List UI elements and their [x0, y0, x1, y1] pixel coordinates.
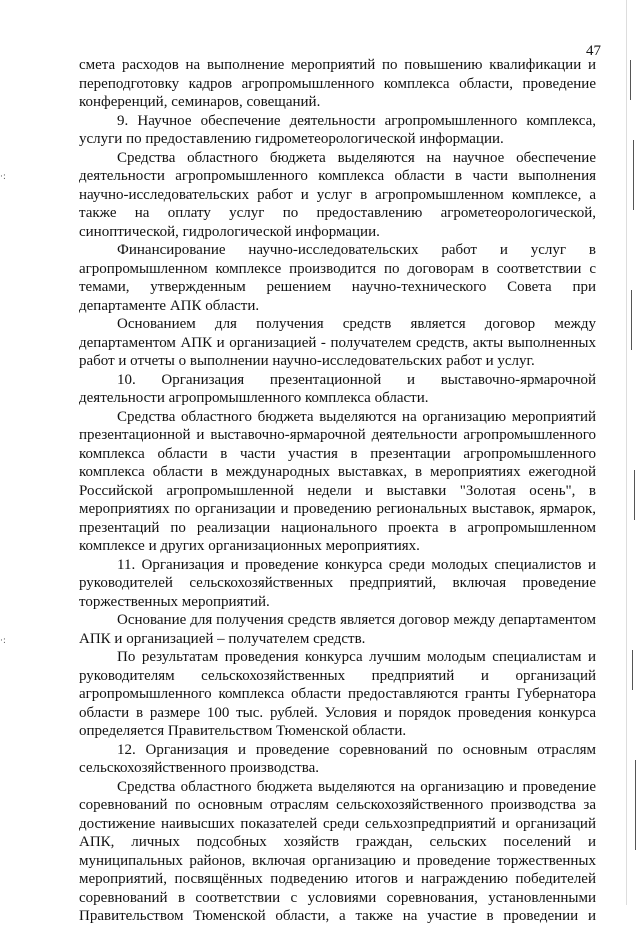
- section-heading-9: 9. Научное обеспечение деятельности агропромышленного комплекса, услуги по предоставлению гидрометеорологической информации.: [79, 112, 596, 147]
- paragraph-continues: Средства областного бюджета выделяются на организацию и проведение соревнований по основным отраслям сельскохозяйственного производства за достижение наивысших показателей среди сельхозпредприятий и организаций АПК, личных подсобных хозяйств граждан, сельских поселений и муниципальных районов, включая организацию и проведение торжественных мероприятий, посвящённых подведению итогов и награждению победителей соревнований в соответствии с условиями соревнования, установленными Правительством Тюменской области, а также на участие в проведении и: [79, 778, 596, 924]
- paragraph: Финансирование научно-исследовательских работ и услуг в агропромышленном комплексе производится по договорам в соответствии с темами, утвержденным решением научно-технического Совета при департаменте АПК области.: [79, 242, 596, 314]
- paragraph-continuation: смета расходов на выполнение мероприятий по повышению квалификации и переподготовку кадров агропромышленного комплекса области, проведение конференций, семинаров, совещаний.: [79, 57, 596, 110]
- section-heading-10: 10. Организация презентационной и выставочно-ярмарочной деятельности агропромышленного комплекса области.: [79, 371, 596, 406]
- scan-mark-left: ·:: [0, 172, 6, 182]
- paragraph: Основание для получения средств является договор между департаментом АПК и организацией – получателем средств.: [79, 612, 596, 647]
- paragraph: Основанием для получения средств является договор между департаментом АПК и организацией - получателем средств, акты выполненных работ и отчеты о выполнении научно-исследовательских работ и услуг.: [79, 316, 596, 369]
- section-heading-11: 11. Организация и проведение конкурса среди молодых специалистов и руководителей сельскохозяйственных предприятий, включая проведение торжественных мероприятий.: [79, 556, 596, 610]
- paragraph: По результатам проведения конкурса лучшим молодым специалистам и руководителям сельскохозяйственных предприятий и организаций агропромышленного комплекса области предоставляются гранты Губернатора области в размере 100 тыс. рублей. Условия и порядок проведения конкурса определяется Правительством Тюменской области.: [79, 649, 596, 739]
- page-number: 47: [586, 43, 601, 59]
- document-body: [79, 56, 596, 926]
- paragraph: Средства областного бюджета выделяются на организацию мероприятий презентационной и выставочно-ярмарочной деятельности агропромышленного комплекса области в части участия в презентации агропромышленного комплекса области в международных выставках, в мероприятиях ежегодной Российской агропромышленной недели и выставки "Золотая осень", в мероприятиях по организации и проведению региональных выставок, ярмарок, презентаций по реализации национального проекта в агропромышленном комплексе и других организационных мероприятиях.: [79, 408, 596, 554]
- scan-mark-left: ·:: [0, 636, 6, 646]
- paragraph: Средства областного бюджета выделяются на научное обеспечение деятельности агропромышленного комплекса области в части выполнения научно-исследовательских работ и услуг в агропромышленном комплексе, а также на оплату услуг по предоставлению агрометеорологической, синоптической, гидрологической информации.: [79, 149, 596, 240]
- scan-edge-artifacts: [622, 0, 640, 905]
- section-heading-12: 12. Организация и проведение соревнований по основным отраслям сельскохозяйственного производства.: [79, 741, 596, 776]
